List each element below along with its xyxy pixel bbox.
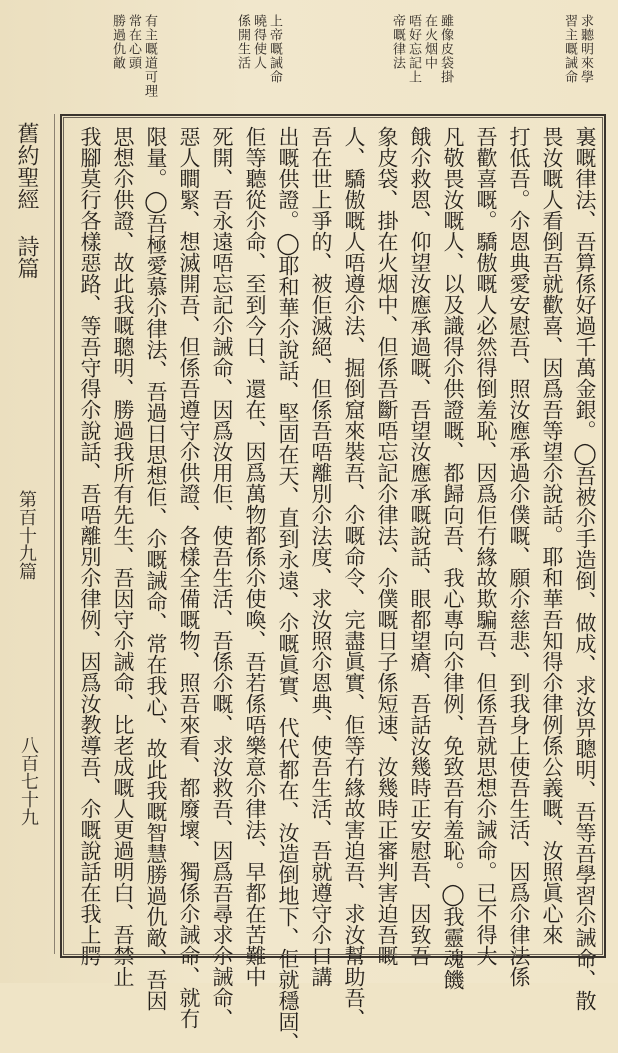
text-column: 人、驕傲嘅人唔遵尒法、掘倒窟來裝吾、尒嘅命令、完盡眞實、佢等冇緣故害迫吾、求汝幫助吾、 (342, 126, 366, 1029)
headnote: 雖像皮袋掛 (438, 14, 453, 84)
running-title: 舊約聖經 詩篇 (14, 122, 39, 279)
headnote: 習主嘅誡命 (562, 14, 577, 84)
chapter-label: 第百十九篇 (16, 490, 37, 580)
headnote: 上帝嘅誡命 (267, 14, 282, 84)
headnotes-area (60, 14, 596, 114)
text-column: 吾歡喜嘅。驕傲嘅人必然得倒羞恥、因爲佢冇緣故欺騙吾、但係吾就思想尒誡命。已不得大 (474, 126, 498, 966)
text-column: 凡敬畏汝嘅人、以及識得尒供證嘅、都歸向吾、我心專向尒律例、免致吾有羞恥。◯我靈魂饑 (441, 126, 465, 990)
page-number: 八百七十九 (18, 736, 39, 826)
headnote: 曉得使人 (251, 14, 266, 70)
text-column: 死開、吾永遠唔忘記尒誡命、因爲汝用佢、使吾生活、吾係尒嘅、求汝救吾、因爲吾尋求尒誡命、 (210, 126, 234, 1029)
headnote: 係開生活 (235, 14, 250, 70)
headnote: 唔好忘記上 (406, 14, 421, 84)
text-column: 餓尒救恩、仰望汝應承過嘅、吾望汝應承嘅說話、眼都望瘡、吾話汝幾時正安慰吾、因致吾 (408, 126, 432, 966)
text-column: 限量。◯吾極愛慕尒律法、吾過日思想佢、尒嘅誡命、常在我心、故此我嘅智慧勝過仇敵、吾因 (144, 126, 168, 1011)
text-column: 象皮袋、掛在火烟中、但係吾斷唔忘記尒律法、尒僕嘅日子係短速、汝幾時正審判害迫吾嘅 (375, 126, 399, 966)
text-column: 出嘅供證。◯耶和華尒說話、堅固在天、直到永遠、尒嘅眞實、代代都在、汝造倒地下、佢就穩固、 (276, 126, 300, 1053)
headnote: 在火烟中 (422, 14, 437, 70)
headnote: 有主嘅道可理 (142, 14, 157, 98)
text-column: 打低吾。尒恩典愛安慰吾、照汝應承過尒僕嘅、願尒慈悲、到我身上使吾生活、因爲尒律法係 (507, 126, 531, 987)
text-column: 佢等聽從尒命、至到今日、還在、因爲萬物都係尒使喚、吾若係唔樂意尒律法、早都在苦難中 (243, 126, 267, 987)
text-column: 思想尒供證、故此我嘅聰明、勝過我所有先生、吾因守尒誡命、比老成嘅人更過明白、吾禁止 (111, 126, 135, 987)
text-column: 畏汝嘅人看倒吾就歡喜、因爲吾等望尒說話。耶和華吾知得尒律例係公義嘅、汝照眞心來 (540, 126, 564, 945)
text-column: 惡人瞷緊、想滅開吾、但係吾遵守尒供證、各樣全備嘅物、照吾來看、都廢壞、獨係尒誡命、就冇 (177, 126, 201, 1029)
headnote: 求聽明來學 (578, 14, 593, 84)
text-frame (60, 114, 606, 1053)
text-column: 吾在世上爭的、被佢滅絕、但係吾唔離別尒法度、求汝照尒恩典、使吾生活、吾就遵守尒口講 (309, 126, 333, 987)
headnote: 常在心頭 (126, 14, 141, 70)
text-column: 裏嘅律法、吾算係好過千萬金銀。◯吾被尒手造倒、做成、求汝畀聰明、吾等吾學習尒誡命、散 (573, 126, 597, 1011)
headnote: 帝嘅律法 (390, 14, 405, 70)
headnote: 勝過仇敵 (110, 14, 125, 70)
text-column: 我腳莫行各樣惡路、等吾守得尒說話、吾唔離別尒律例、因爲汝教導吾、尒嘅說話在我上腭 (78, 126, 102, 966)
